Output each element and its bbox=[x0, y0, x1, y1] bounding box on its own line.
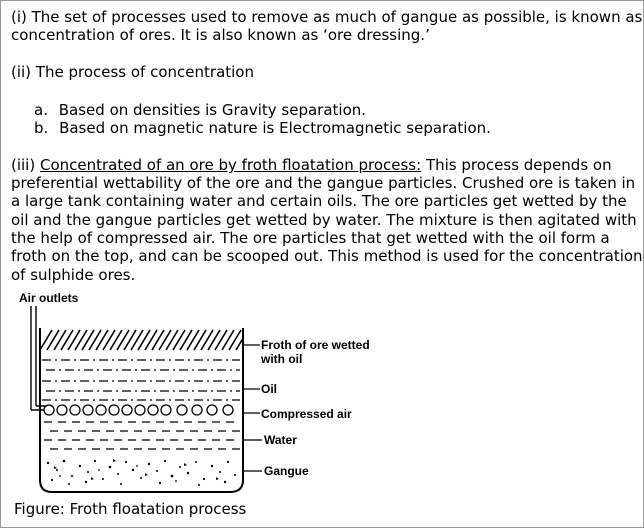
froth-label-line-1: Froth of ore wetted bbox=[261, 338, 370, 352]
section-3-line: the help of compressed air. The ore particles that get wetted with the oil form a bbox=[11, 229, 610, 247]
water-label: Water bbox=[264, 433, 297, 447]
gangue-layer bbox=[47, 459, 236, 486]
oil-layer bbox=[42, 360, 240, 400]
oil-label: Oil bbox=[261, 382, 278, 396]
air-outlets-label: Air outlets bbox=[19, 291, 79, 305]
water-layer bbox=[44, 422, 240, 449]
method-text: Based on magnetic nature is Electromagnetic separation. bbox=[59, 119, 491, 137]
section-3-line: a large tank containing water and certain oils. The ore particles get wetted by the bbox=[11, 192, 627, 210]
intro-line-1: (i) The set of processes used to remove as much of gangue as possible, is known as bbox=[11, 8, 643, 26]
section-2-title: (ii) The process of concentration bbox=[11, 63, 254, 81]
section-3-line: oil and the gangue particles get wetted by water. The mixture is then agitated with bbox=[11, 211, 637, 229]
froth-label-line-2: with oil bbox=[261, 352, 303, 366]
gangue-label: Gangue bbox=[264, 464, 309, 478]
compressed-air-label: Compressed air bbox=[261, 407, 352, 421]
section-3-heading: Concentrated of an ore by froth floatation process: bbox=[39, 156, 422, 174]
method-marker: a. bbox=[34, 101, 48, 119]
method-text: Based on densities is Gravity separation. bbox=[58, 101, 367, 119]
figure-caption: Figure: Froth floatation process bbox=[14, 500, 247, 518]
air-bubbles bbox=[44, 405, 233, 415]
section-3-line: preferential wettability of the ore and the gangue particles. Crushed ore is taken in bbox=[11, 174, 636, 192]
section-3-prefix: (iii) bbox=[11, 156, 40, 174]
section-3-line: of sulphide ores. bbox=[11, 266, 136, 284]
method-marker: b. bbox=[34, 119, 49, 137]
leader-lines bbox=[243, 345, 262, 471]
section-3-rest: This process depends on bbox=[421, 156, 612, 174]
intro-line-2: concentration of ores. It is also known as ‘ore dressing.’ bbox=[11, 26, 430, 44]
air-pipe bbox=[31, 306, 46, 410]
froth-layer bbox=[40, 330, 248, 350]
section-3-line: froth on the top, and can be scooped out. This method is used for the concentration bbox=[11, 247, 643, 265]
